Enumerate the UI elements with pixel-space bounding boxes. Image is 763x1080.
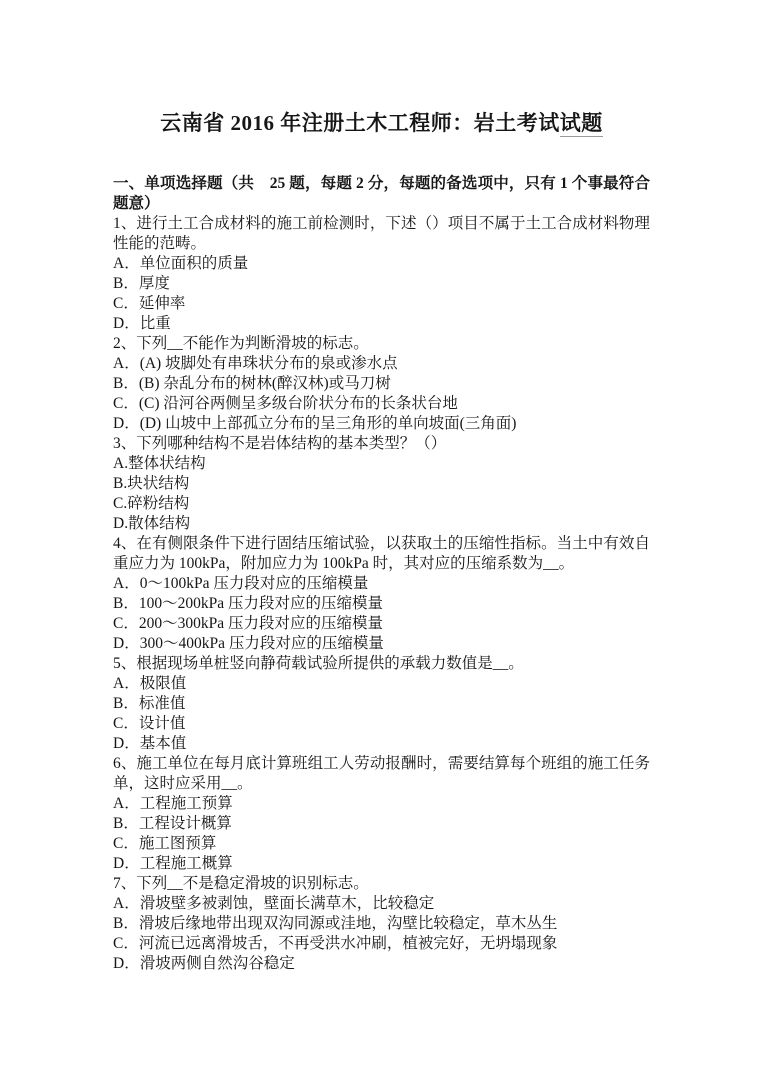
document-content bbox=[113, 108, 650, 974]
question-option-c: C．200～300kPa 压力段对应的压缩模量 bbox=[113, 615, 383, 632]
question-option-b: B．滑坡后缘地带出现双沟同源或洼地，沟壁比较稳定，草木丛生 bbox=[113, 915, 558, 932]
question-option-c: C．河流已远离滑坡舌，不再受洪水冲刷，植被完好，无坍塌现象 bbox=[113, 935, 558, 952]
question-option-b: B．标准值 bbox=[113, 695, 186, 712]
question-option-a: A．0～100kPa 压力段对应的压缩模量 bbox=[113, 575, 369, 592]
question-stem: 1、进行土工合成材料的施工前检测时，下述（）项目不属于土工合成材料物理性能的范畴。 bbox=[113, 215, 650, 252]
question-4 bbox=[113, 534, 650, 654]
question-option-d: D．(D) 山坡中上部孤立分布的呈三角形的单向坡面(三角面) bbox=[113, 415, 517, 432]
question-option-d: D．比重 bbox=[113, 315, 171, 332]
section-header: 一、单项选择题（共 25 题，每题 2 分，每题的备选项中，只有 1 个事最符合题意） bbox=[113, 175, 650, 212]
question-option-c: C.碎粉结构 bbox=[113, 495, 190, 512]
question-option-d: D．工程施工概算 bbox=[113, 855, 233, 872]
question-option-c: C．(C) 沿河谷两侧呈多级台阶状分布的长条状台地 bbox=[113, 395, 458, 412]
exam-title bbox=[113, 108, 650, 138]
question-option-a: A．极限值 bbox=[113, 675, 187, 692]
question-option-a: A．(A) 坡脚处有串珠状分布的泉或渗水点 bbox=[113, 355, 398, 372]
question-option-b: B.块状结构 bbox=[113, 475, 190, 492]
question-option-d: D.散体结构 bbox=[113, 515, 191, 532]
question-2 bbox=[113, 334, 650, 434]
question-7 bbox=[113, 874, 650, 974]
question-option-d: D．300～400kPa 压力段对应的压缩模量 bbox=[113, 635, 384, 652]
exam-title-main: 云南省 2016 年注册土木工程师：岩土考试 bbox=[160, 111, 560, 135]
exam-title-underlined-part: 试题 bbox=[559, 111, 603, 135]
question-6 bbox=[113, 754, 650, 874]
question-option-c: C．施工图预算 bbox=[113, 835, 217, 852]
question-stem: 7、下列__不是稳定滑坡的识别标志。 bbox=[113, 875, 369, 892]
question-option-c: C．延伸率 bbox=[113, 295, 186, 312]
question-stem: 4、在有侧限条件下进行固结压缩试验，以获取土的压缩性指标。当土中有效自重应力为 100kPa，附加应力为 100kPa 时，其对应的压缩系数为__。 bbox=[113, 535, 650, 572]
question-option-a: A．单位面积的质量 bbox=[113, 255, 249, 272]
question-option-c: C．设计值 bbox=[113, 715, 186, 732]
question-stem: 6、施工单位在每月底计算班组工人劳动报酬时，需要结算每个班组的施工任务单，这时应采用__。 bbox=[113, 755, 650, 792]
question-option-d: D．基本值 bbox=[113, 735, 187, 752]
question-5 bbox=[113, 654, 650, 754]
question-option-a: A.整体状结构 bbox=[113, 455, 206, 472]
question-stem: 3、下列哪种结构不是岩体结构的基本类型？（） bbox=[113, 435, 447, 452]
question-stem: 5、根据现场单桩竖向静荷载试验所提供的承载力数值是__。 bbox=[113, 655, 524, 672]
question-option-a: A．工程施工预算 bbox=[113, 795, 233, 812]
question-option-b: B．厚度 bbox=[113, 275, 170, 292]
question-option-b: B．工程设计概算 bbox=[113, 815, 232, 832]
question-option-b: B．(B) 杂乱分布的树林(醉汉林)或马刀树 bbox=[113, 375, 391, 392]
question-option-b: B．100～200kPa 压力段对应的压缩模量 bbox=[113, 595, 383, 612]
question-option-a: A．滑坡壁多被剥蚀，壁面长满草木，比较稳定 bbox=[113, 895, 435, 912]
question-stem: 2、下列__不能作为判断滑坡的标志。 bbox=[113, 335, 369, 352]
question-1 bbox=[113, 214, 650, 334]
question-3 bbox=[113, 434, 650, 534]
question-option-d: D．滑坡两侧自然沟谷稳定 bbox=[113, 955, 295, 972]
